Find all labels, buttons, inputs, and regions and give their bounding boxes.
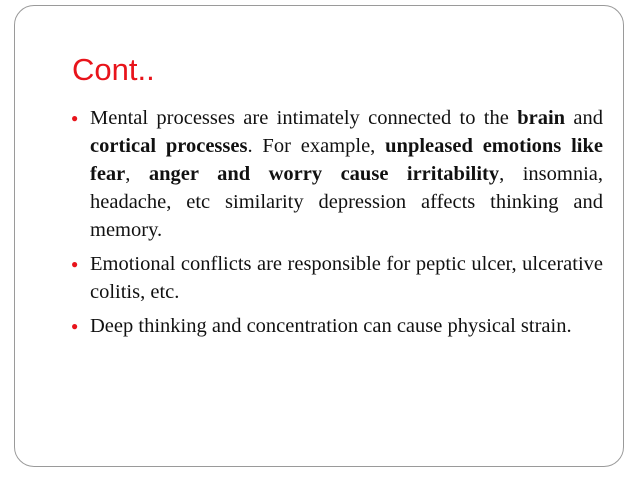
text-segment-bold: unpleased emotions like fear [90, 135, 604, 185]
text-segment: , insomnia, headache, etc similarity depression affects thinking and memory. [90, 163, 604, 241]
text-segment: and [565, 107, 603, 129]
text-segment-bold: cortical processes [90, 135, 248, 157]
bullet-dot-icon: ● [71, 319, 79, 333]
text-segment: , [125, 163, 149, 185]
bullet-item [68, 104, 603, 244]
bullet-text [90, 107, 603, 241]
text-segment: Emotional conflicts are responsible for peptic ulcer, ulcerative colitis, etc. [90, 253, 603, 303]
bullet-text [90, 315, 572, 337]
text-segment: Mental processes are intimately connected to the [90, 107, 518, 129]
slide-title: Cont.. [72, 52, 155, 87]
bullet-item [68, 312, 603, 340]
text-segment: Deep thinking and concentration can cause physical strain. [90, 315, 572, 337]
bullet-dot-icon: ● [71, 111, 79, 125]
bullet-dot-icon: ● [71, 257, 79, 271]
text-segment-bold: brain [517, 107, 566, 129]
text-segment-bold: anger and worry cause irritability [148, 163, 500, 185]
bullet-item [68, 250, 603, 306]
text-segment: . For example, [247, 135, 386, 157]
bullet-list [68, 104, 603, 346]
bullet-text [90, 253, 603, 303]
